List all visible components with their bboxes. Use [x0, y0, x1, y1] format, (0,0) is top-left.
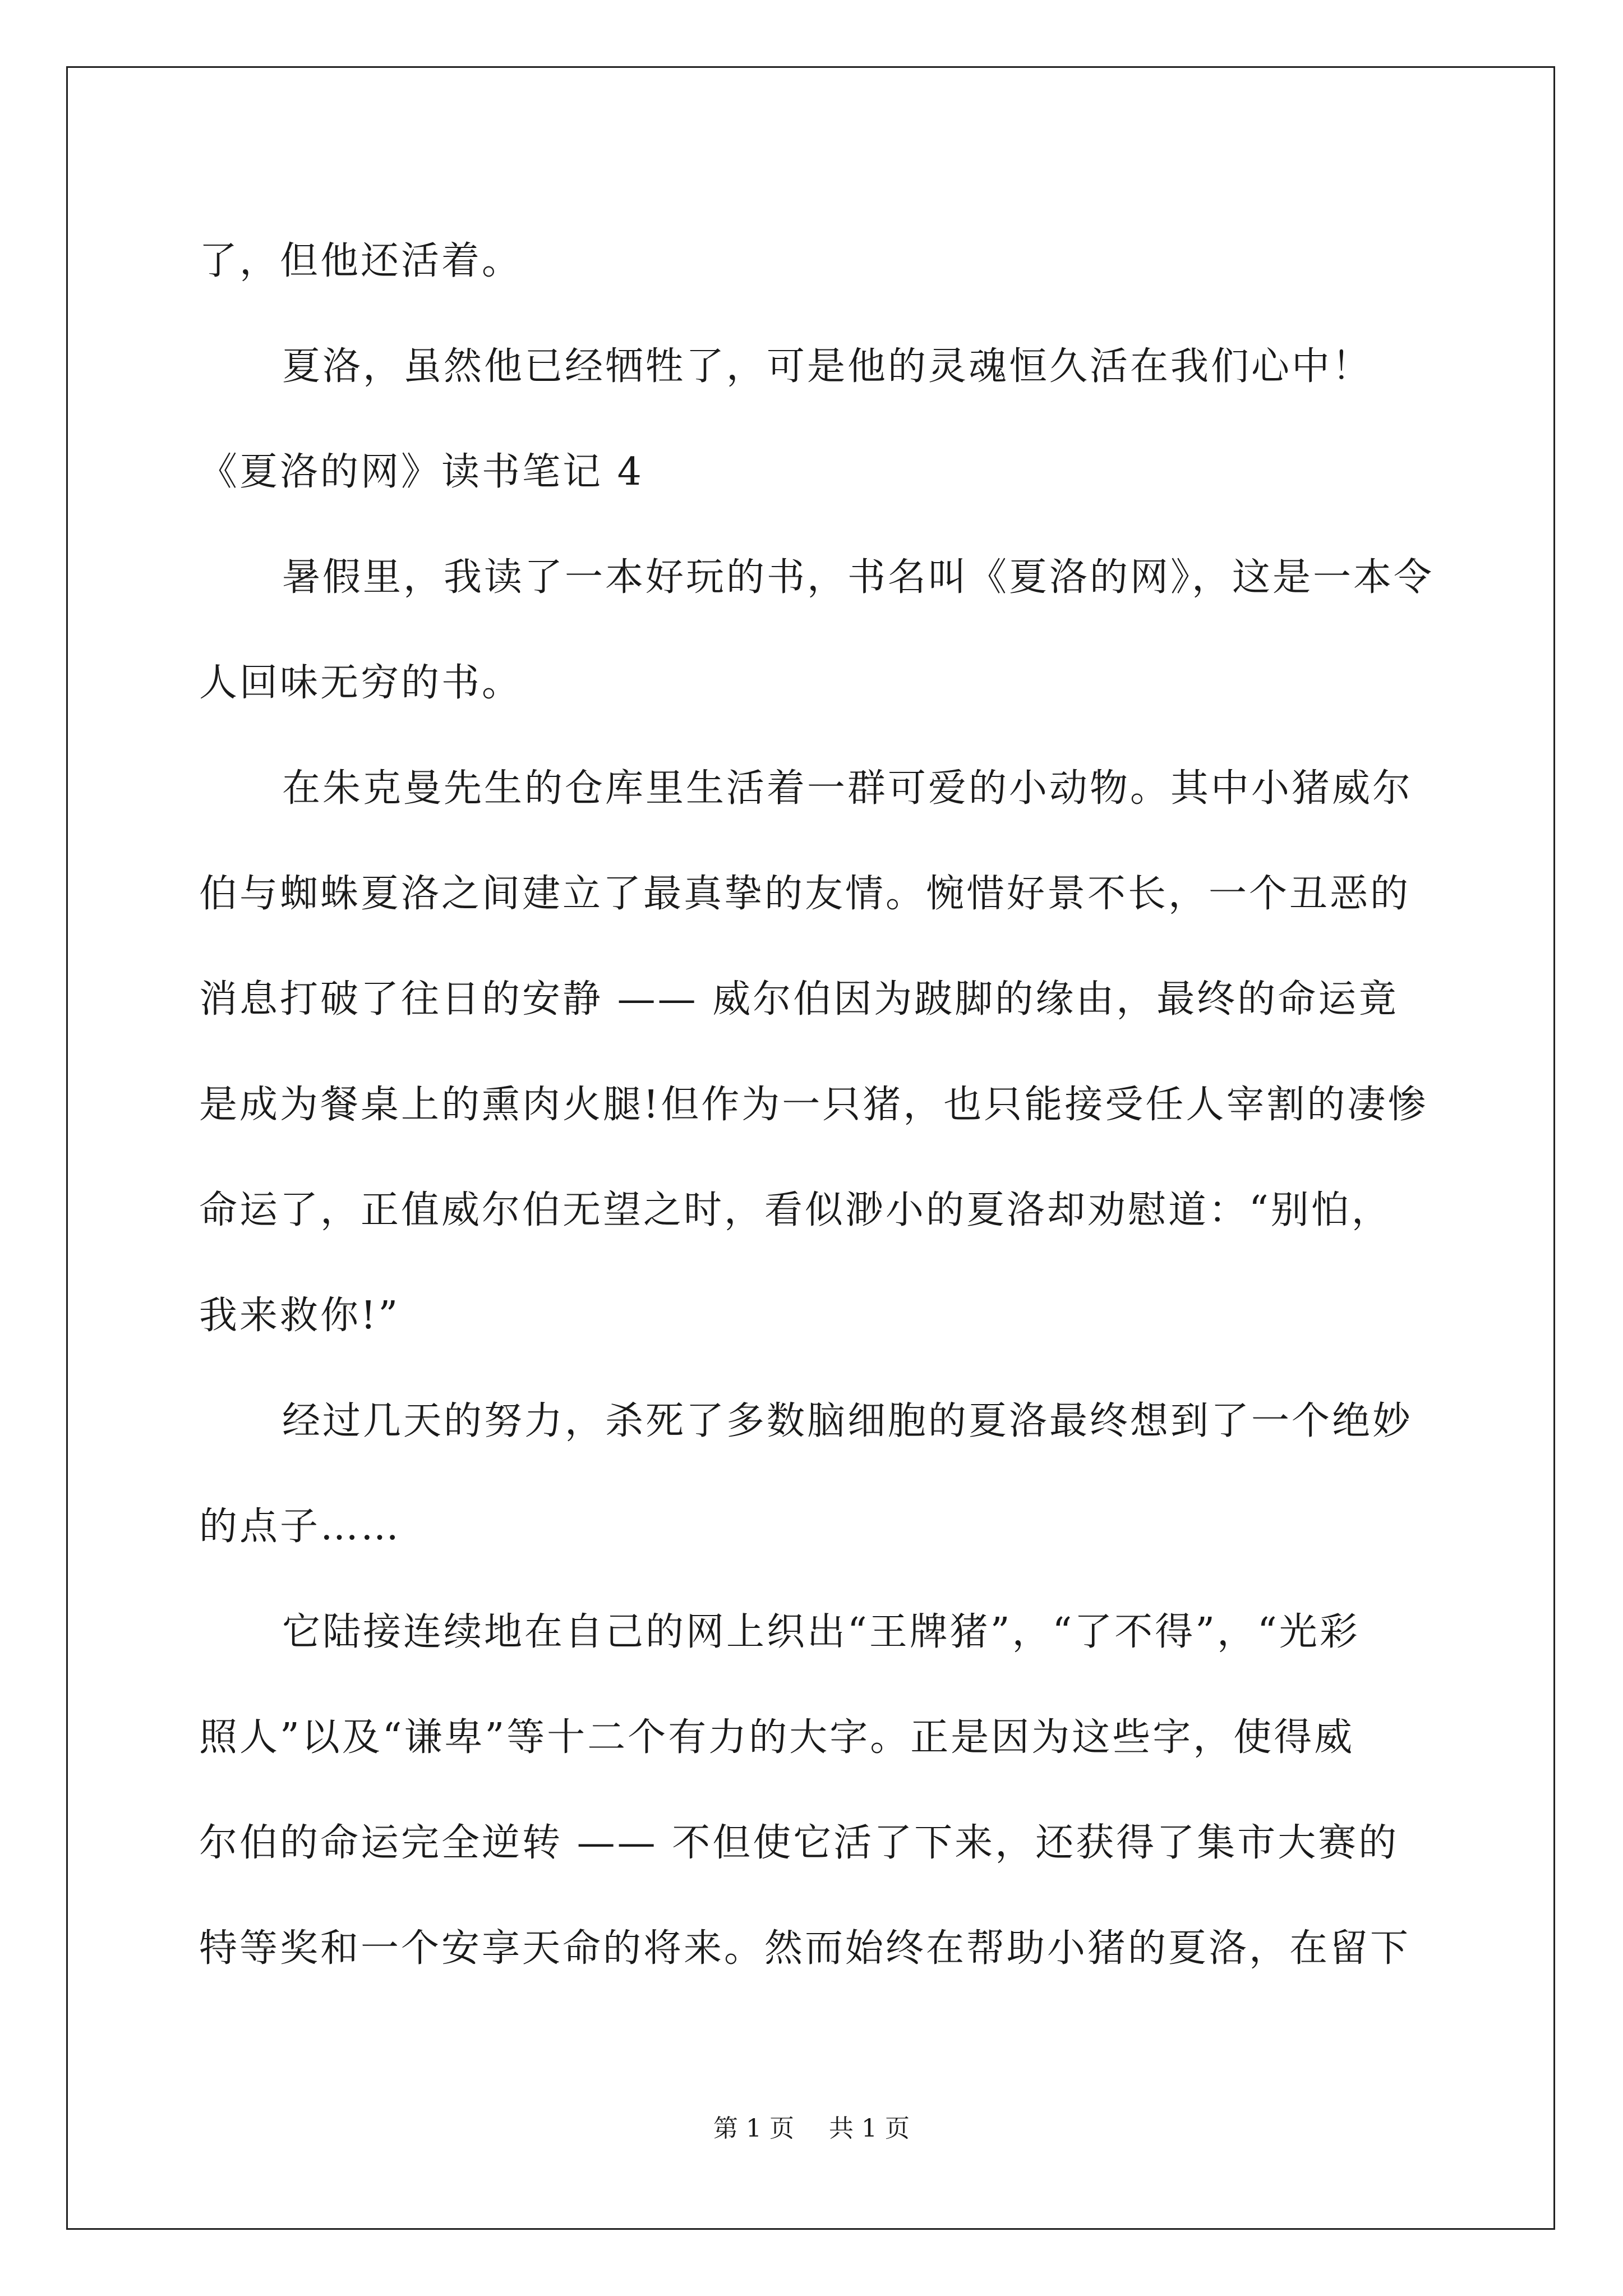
text-line: 特等奖和一个安享天命的将来。然而始终在帮助小猪的夏洛，在留下: [199, 1926, 1411, 1971]
text-line: 了，但他还活着。: [199, 239, 523, 283]
text-line: 消息打破了往日的安静 —— 威尔伯因为跛脚的缘由，最终的命运竟: [199, 977, 1399, 1022]
text-line: 我来救你!”: [199, 1294, 400, 1338]
document-body: [199, 209, 1435, 2001]
text-line: 是成为餐桌上的熏肉火腿!但作为一只猪，也只能接受任人宰割的凄惨: [199, 1083, 1428, 1127]
text-line: 人回味无穷的书。: [199, 661, 523, 705]
text-line: 夏洛，虽然他已经牺牲了，可是他的灵魂恒久活在我们心中！: [282, 344, 1373, 389]
text-line: 命运了，正值威尔伯无望之时，看似渺小的夏洛却劝慰道：“别怕，: [199, 1188, 1392, 1232]
text-line: 在朱克曼先生的仓库里生活着一群可爱的小动物。其中小猪威尔: [282, 766, 1413, 811]
page-total: 共 1 页: [829, 2114, 910, 2143]
text-line: 它陆接连续地在自己的网上织出“王牌猪”，“了不得”，“光彩: [282, 1610, 1360, 1654]
text-line: 尔伯的命运完全逆转 —— 不但使它活了下来，还获得了集市大赛的: [199, 1821, 1399, 1865]
text-line: 伯与蜘蛛夏洛之间建立了最真挚的友情。惋惜好景不长，一个丑恶的: [199, 872, 1411, 916]
text-line: 《夏洛的网》读书笔记 4: [199, 450, 644, 494]
page-footer: [0, 2112, 1623, 2146]
text-line: 经过几天的努力，杀死了多数脑细胞的夏洛最终想到了一个绝妙: [282, 1399, 1413, 1443]
text-line: 照人”以及“谦卑”等十二个有力的大字。正是因为这些字，使得威: [199, 1715, 1355, 1760]
text-line: 暑假里，我读了一本好玩的书，书名叫《夏洛的网》，这是一本令: [282, 555, 1435, 600]
page-number: 第 1 页: [713, 2114, 794, 2143]
text-line: 的点子……: [199, 1504, 402, 1549]
